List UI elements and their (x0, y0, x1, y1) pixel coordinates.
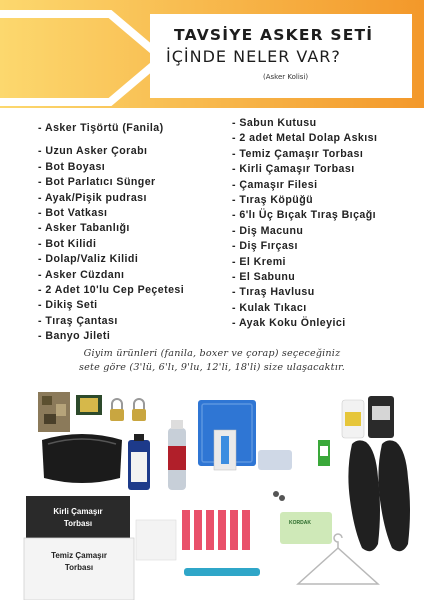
toiletry-bag-icon (42, 434, 122, 483)
shaving-foam-icon (168, 420, 186, 490)
header-title: TAVSİYE ASKER SETİ (174, 26, 374, 44)
dirty-laundry-bag (26, 496, 130, 538)
list-item: - Diş Macunu (232, 224, 304, 237)
list-item: - Banyo Jileti (38, 330, 111, 343)
list-item: - Bot Vatkası (38, 206, 108, 219)
list-item: - Tıraş Çantası (38, 314, 118, 327)
insole-icon (348, 440, 410, 551)
toothpaste-icon (318, 440, 330, 466)
foot-spray-icon (128, 434, 150, 490)
clean-bag-label-line2: Torbası (64, 563, 94, 572)
list-item: - Ayak Koku Önleyici (232, 317, 346, 330)
dirty-bag-label-line2: Torbası (63, 519, 93, 528)
list-item: - Çamaşır Filesi (232, 178, 318, 191)
clean-bag-label-line1: Temiz Çamaşır (51, 551, 107, 560)
list-item: - Temiz Çamaşır Torbası (232, 147, 364, 160)
sewing-kit-icon (76, 395, 102, 415)
list-item: - Dikiş Seti (38, 299, 98, 312)
padlock-icon (110, 399, 146, 421)
dirty-bag-label-line1: Kirli Çamaşır (53, 507, 103, 516)
razor-icon (214, 430, 236, 470)
list-item: - El Sabunu (232, 270, 296, 283)
list-item: - Ayak/Pişik pudrası (38, 191, 147, 204)
list-item: - 6'lı Üç Bıçak Tıraş Bıçağı (232, 209, 377, 222)
list-item: - Asker Tabanlığı (38, 222, 130, 235)
list-item: - Bot Boyası (38, 160, 106, 173)
clean-laundry-bag (24, 538, 134, 600)
powder-bottle-icon (342, 400, 364, 438)
list-item: - Dolap/Valiz Kilidi (38, 253, 139, 266)
hand-cream-icon (280, 512, 332, 544)
list-item: - 2 Adet 10'lu Cep Peçetesi (38, 283, 185, 296)
list-item: - 2 adet Metal Dolap Askısı (232, 132, 378, 145)
wallet-icon (38, 392, 70, 432)
list-item: - Uzun Asker Çorabı (38, 145, 148, 158)
disposable-razors (182, 510, 250, 550)
header-subtitle: İÇİNDE NELER VAR? (166, 47, 341, 66)
cream-brand-label: KORDAK (289, 520, 311, 526)
list-item: - Bot Parlatıcı Sünger (38, 176, 156, 189)
napkin-icon (136, 520, 176, 560)
soap-box-icon (258, 450, 292, 470)
list-item: - Kirli Çamaşır Torbası (232, 163, 355, 176)
list-spacer (38, 136, 184, 144)
list-item: - Tıraş Havlusu (232, 286, 315, 299)
shoe-polish-icon (368, 396, 394, 438)
list-item: - Asker Cüzdanı (38, 268, 125, 281)
product-photo (0, 384, 424, 600)
list-item: - Tıraş Köpüğü (232, 193, 314, 206)
list-item: - Asker Tişörtü (Fanila) (38, 122, 164, 134)
list-item: - Bot Kilidi (38, 237, 97, 250)
list-item: - Kulak Tıkacı (232, 301, 307, 314)
ear-plug-icon (273, 491, 285, 501)
list-item: - El Kremi (232, 255, 286, 268)
header-note: (Asker Kolisi) (263, 73, 309, 81)
list-item: - Diş Fırçası (232, 240, 298, 253)
item-list-left (38, 121, 184, 344)
footnote-line-2: sete göre (3'lü, 6'lı, 9'lu, 12'li, 18'li) size ulaşacaktır. (79, 362, 345, 373)
toothbrush-icon (184, 568, 260, 576)
item-list-right (232, 116, 377, 331)
footnote-line-1: Giyim ürünleri (fanila, boxer ve çorap) seçeceğiniz (83, 348, 341, 359)
list-item: - Sabun Kutusu (232, 117, 317, 129)
